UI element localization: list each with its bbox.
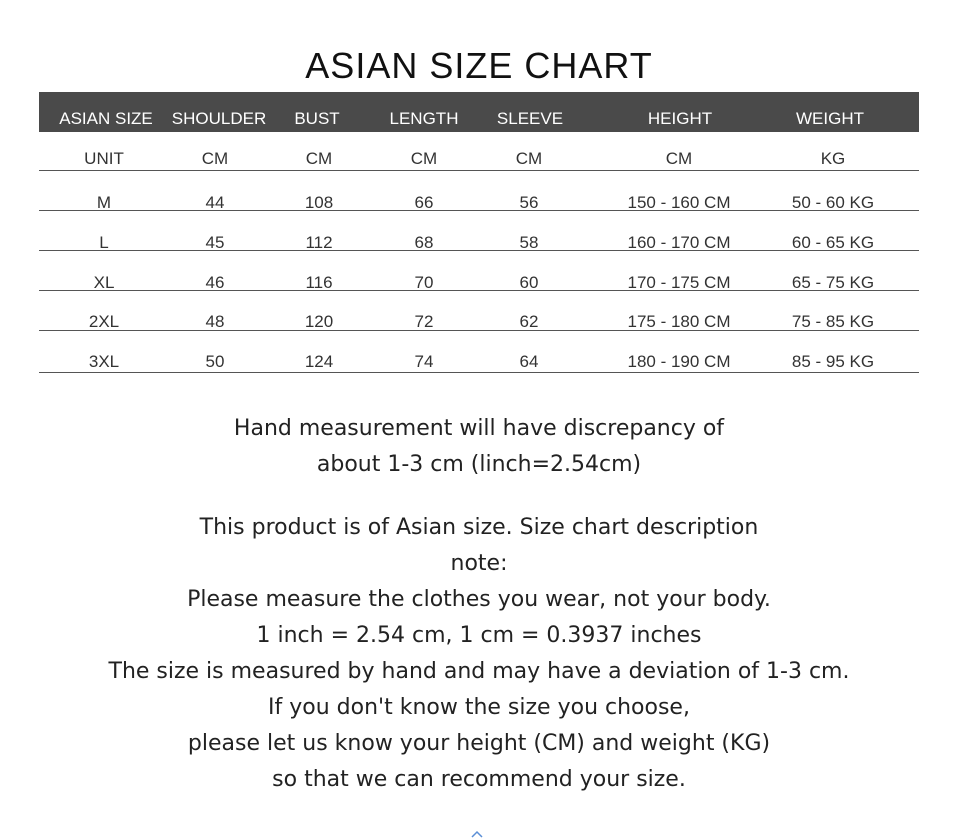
row-divider xyxy=(39,250,919,251)
table-cell: 160 - 170 CM xyxy=(627,233,731,252)
note-line: so that we can recommend your size. xyxy=(272,767,686,792)
table-cell: 46 xyxy=(205,273,225,292)
column-header: SHOULDER xyxy=(171,109,267,128)
row-divider xyxy=(39,170,919,171)
table-cell: XL xyxy=(93,273,115,292)
table-cell: 3XL xyxy=(88,352,120,371)
table-cell: 50 - 60 KG xyxy=(791,193,875,212)
table-cell: 64 xyxy=(519,352,539,371)
size-description-note xyxy=(0,510,958,798)
column-header: WEIGHT xyxy=(796,109,864,128)
table-cell: 48 xyxy=(205,312,225,331)
table-cell: 120 xyxy=(304,312,334,331)
table-cell: 45 xyxy=(205,233,225,252)
table-cell: 60 - 65 KG xyxy=(791,233,875,252)
table-cell: 180 - 190 CM xyxy=(627,352,731,371)
row-divider xyxy=(39,290,919,291)
table-cell: 50 xyxy=(205,352,225,371)
table-cell: 75 - 85 KG xyxy=(791,312,875,331)
note-line: Please measure the clothes you wear, not your body. xyxy=(187,587,771,612)
column-header: BUST xyxy=(294,109,340,128)
unit-cell: CM xyxy=(410,149,438,168)
table-cell: 44 xyxy=(205,193,225,212)
chevron-up-icon[interactable] xyxy=(471,829,483,839)
table-cell: 65 - 75 KG xyxy=(791,273,875,292)
table-cell: 112 xyxy=(305,233,333,252)
note-line: This product is of Asian size. Size chart description xyxy=(199,515,759,540)
table-cell: 68 xyxy=(414,233,434,252)
note-line: please let us know your height (CM) and weight (KG) xyxy=(187,731,771,756)
table-cell: M xyxy=(96,193,112,212)
unit-cell: CM xyxy=(515,149,543,168)
note-line: about 1-3 cm (linch=2.54cm) xyxy=(316,452,642,477)
column-header: LENGTH xyxy=(389,109,459,128)
table-cell: 60 xyxy=(519,273,539,292)
unit-cell: UNIT xyxy=(84,149,124,168)
table-cell: 116 xyxy=(305,273,333,292)
table-cell: 175 - 180 CM xyxy=(627,312,731,331)
unit-cell: CM xyxy=(305,149,333,168)
table-cell: 70 xyxy=(414,273,434,292)
table-cell: 170 - 175 CM xyxy=(627,273,731,292)
note-line: 1 inch = 2.54 cm, 1 cm = 0.3937 inches xyxy=(256,623,702,648)
table-cell: 74 xyxy=(414,352,434,371)
row-divider xyxy=(39,372,919,373)
table-cell: 56 xyxy=(519,193,539,212)
note-line: note: xyxy=(450,551,508,576)
note-line: If you don't know the size you choose, xyxy=(268,695,690,720)
table-cell: 108 xyxy=(304,193,334,212)
table-cell: 62 xyxy=(519,312,539,331)
table-cell: 72 xyxy=(414,312,434,331)
note-line: The size is measured by hand and may have a deviation of 1-3 cm. xyxy=(108,659,850,684)
table-cell: 2XL xyxy=(88,312,120,331)
unit-cell: KG xyxy=(820,149,846,168)
unit-cell: CM xyxy=(201,149,229,168)
table-cell: L xyxy=(99,233,109,252)
page-title: ASIAN SIZE CHART xyxy=(305,45,653,86)
column-header: ASIAN SIZE xyxy=(59,109,153,128)
measurement-note xyxy=(0,411,958,483)
unit-cell: CM xyxy=(665,149,693,168)
table-cell: 150 - 160 CM xyxy=(627,193,731,212)
table-cell: 85 - 95 KG xyxy=(791,352,875,371)
table-cell: 124 xyxy=(304,352,334,371)
column-header: HEIGHT xyxy=(647,109,713,128)
row-divider xyxy=(39,210,919,211)
table-cell: 58 xyxy=(519,233,539,252)
table-cell: 66 xyxy=(414,193,434,212)
row-divider xyxy=(39,330,919,331)
note-line: Hand measurement will have discrepancy of xyxy=(233,416,725,441)
column-header: SLEEVE xyxy=(496,109,564,128)
